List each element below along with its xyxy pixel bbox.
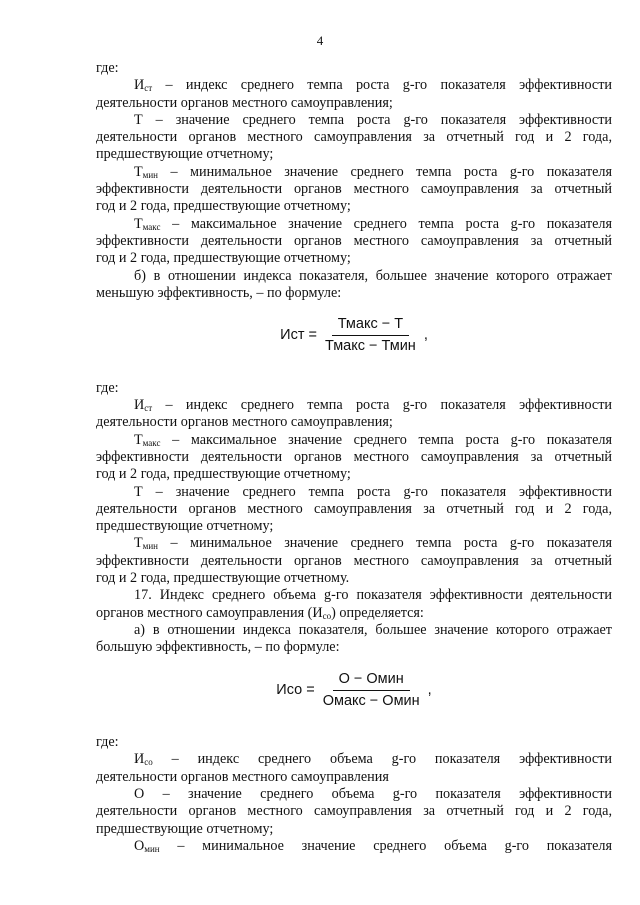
formula-iso: Исо = $\frac{\text{О − Омин}}{\text{Омакс − Омин}}$ , (276, 670, 432, 709)
definition-tmin: $Т_{мин}$ – минимальное значение среднего темпа роста g-го показателя (134, 163, 613, 180)
definition-tmax: $Т_{макс}$ – максимальное значение среднего темпа роста g-го показателя (134, 431, 612, 448)
where-label: где: (96, 734, 119, 751)
formula-fraction (319, 316, 422, 356)
where-label: где: (96, 60, 119, 76)
formula-numerator: О − Омин (333, 671, 410, 691)
definition-tmin: $Т_{мин}$ – минимальное значение среднего темпа роста g-го показателя (134, 535, 613, 552)
paragraph-17: 17. Индекс среднего объема g-го показателя эффективности деятельности (134, 587, 612, 604)
formula-lhs: Ист = (280, 327, 317, 344)
formula-denominator: Тмакс − Тмин (324, 338, 416, 355)
definition-ist: $И_{ст}$ – индекс среднего темпа роста g-го показателя эффективности (134, 77, 613, 94)
paragraph-a: а) в отношении индекса показателя, большее значение которого отражает (134, 621, 612, 638)
formula-denominator: Омакс − Омин (322, 692, 420, 709)
definition-tmax: $Т_{макс}$ – максимальное значение среднего темпа роста g-го показателя (134, 215, 612, 232)
definition-ist: $И_{ст}$ – индекс среднего темпа роста g-го показателя эффективности (134, 397, 613, 414)
definition-t: Т – значение среднего темпа роста g-го показателя эффективности (134, 111, 612, 128)
where-label: где: (96, 379, 119, 396)
page-number: 4 (316, 33, 324, 48)
formula-numerator: Тмакс − Т (332, 316, 409, 336)
definition-iso: $И_{со}$ – индекс среднего объема g-го показателя эффективности (134, 751, 612, 768)
paragraph-b: б) в отношении индекса показателя, большее значение которого отражает (134, 267, 612, 284)
document-body: где: $И_{ст}$ – индекс среднего темпа роста g-го показателя эффективности деятельности органов местного самоуправления; Т – значение среднего темпа роста g-го показателя эффективности деятельности органов местного самоуправления за отчетный год и 2 года, предшествующие отчетному; $Т_{мин}$ – минимальное значение среднего темпа роста g-го показателя эффективности деятельности органов местного самоуправления за отчетный год и 2 года, предшествующие отчетному; $Т_{макс}$ – максимальное значение среднего темпа роста g-го показателя эффективности деятельности органов местного самоуправления за отчетный год и 2 года, предшествующие отчетному; б) в отношении индекса показателя, большее значение которого отражает меньшую эффективность, – по формуле: Ист = $\frac{\text{Тмакс − Т}}{\text{Тмакс − Тмин}}$ , где: $И_{ст}$ – индекс среднего темпа роста g-го показателя эффективности деятельности органов местного самоуправления; $Т_{макс}$ – максимальное значение среднего темпа роста g-го показателя эффективности деятельности органов местного самоуправления за отчетный год и 2 года, предшествующие отчетному; Т – значение среднего темпа роста g-го показателя эффективности деятельности органов местного самоуправления за отчетный год и 2 года, предшествующие отчетному; $Т_{мин}$ – минимальное значение среднего темпа роста g-го показателя эффективности деятельности органов местного самоуправления за отчетный год и 2 года, предшествующие отчетному. 17. Индекс среднего объема g-го показателя эффективности деятельности органов местного самоуправления $(И_{со})$ определяется: а) в отношении индекса показателя, большее значение которого отражает большую эффективность, – по формуле: Исо = $\frac{\text{О − Омин}}{\text{Омакс − Омин}}$ , где: $И_{со}$ – индекс среднего объема g-го показателя эффективности деятельности органов местного самоуправления О – значение среднего объема g-го показателя эффективности деятельности органов местного самоуправления за отчетный год и 2 года, предшествующие отчетному; $О_{мин}$ – минимальное значение среднего объема g-го показателя (96, 60, 613, 854)
formula-fraction (317, 671, 426, 711)
definition-o: О – значение среднего объема g-го показателя эффективности (134, 785, 612, 802)
definition-omin: $О_{мин}$ – минимальное значение среднего объема g-го показателя (134, 837, 613, 854)
definition-t: Т – значение среднего темпа роста g-го показателя эффективности (134, 483, 612, 500)
formula-ist: Ист = $\frac{\text{Тмакс − Т}}{\text{Тмакс − Тмин}}$ , (280, 316, 428, 355)
formula-lhs: Исо = (276, 681, 315, 698)
